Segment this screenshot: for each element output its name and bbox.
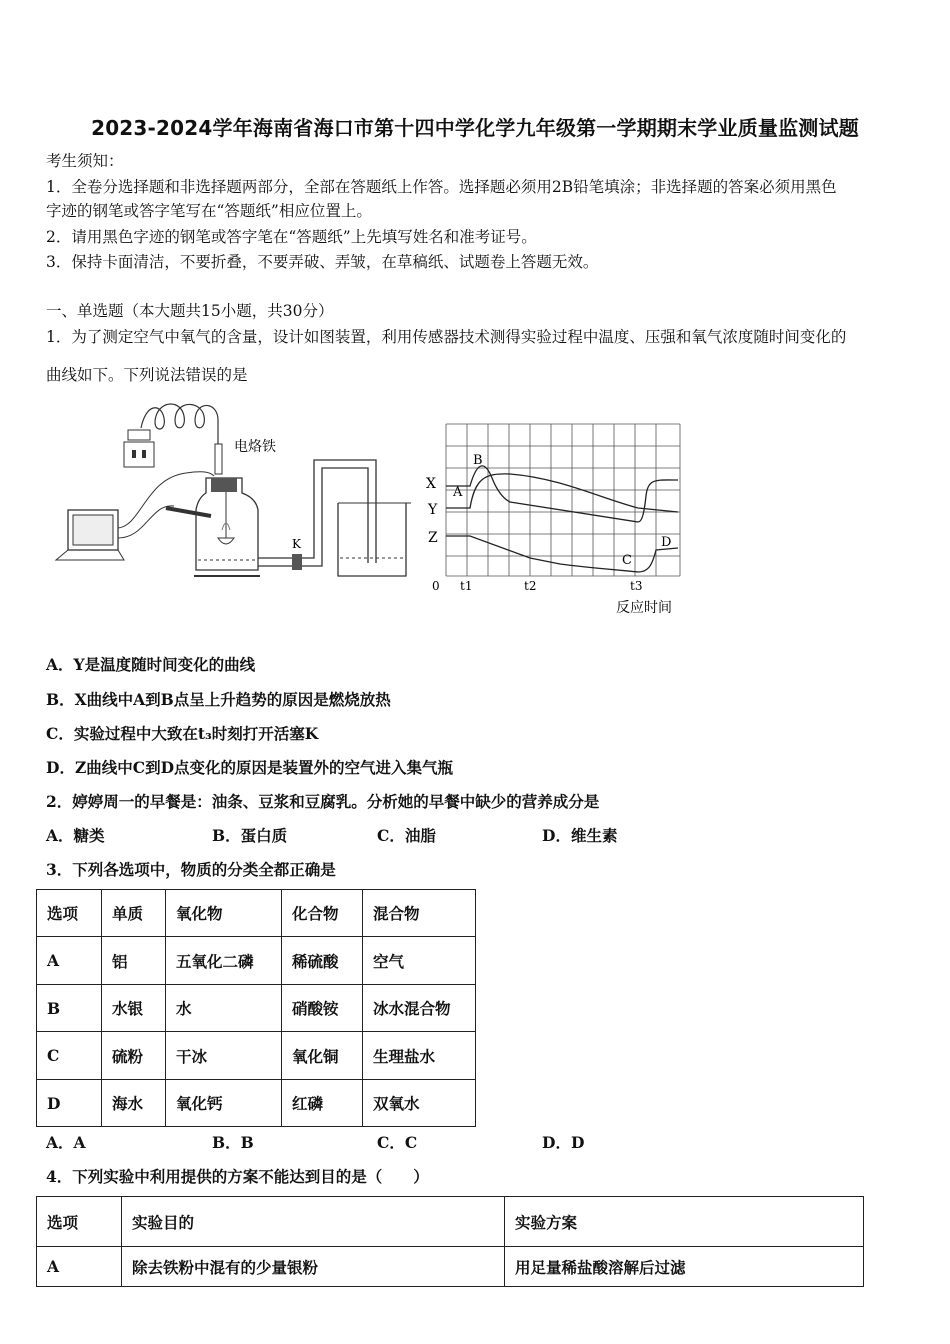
socket: [124, 442, 154, 467]
apparatus-figure: [46, 398, 446, 588]
valve: [292, 554, 302, 570]
curve-x: [446, 466, 678, 522]
table-cell: B: [37, 985, 102, 1032]
table-cell: 空气: [363, 937, 476, 985]
q1-option-a: A．Y是温度随时间变化的曲线: [46, 655, 256, 674]
notice-item: 2．请用黑色字迹的钢笔或答字笔在“答题纸”上先填写姓名和准考证号。: [46, 228, 537, 246]
beaker: [338, 503, 406, 576]
soldering-iron-label: 电烙铁: [234, 439, 276, 455]
table-cell: D: [37, 1080, 102, 1127]
label-b: B: [473, 453, 483, 468]
q3-option-b: B．B: [212, 1133, 254, 1152]
table-cell: 硝酸铵: [282, 985, 363, 1032]
table-row: [37, 985, 476, 1032]
q1-option-d: D．Z曲线中C到D点变化的原因是装置外的空气进入集气瓶: [46, 758, 454, 777]
plug: [128, 430, 150, 440]
table-cell: 海水: [102, 1080, 166, 1127]
q1-option-c: C．实验过程中大致在t₃时刻打开活塞K: [46, 724, 319, 743]
label-y: Y: [428, 502, 438, 518]
q2-option-d: D．维生素: [542, 826, 618, 845]
table-cell: 干冰: [166, 1032, 282, 1080]
curve-y: [446, 474, 678, 512]
label-origin: 0: [432, 579, 440, 593]
table-cell: 除去铁粉中混有的少量银粉: [122, 1247, 505, 1287]
axis-label: 反应时间: [616, 600, 672, 616]
label-t2: t2: [524, 579, 537, 593]
table-cell: 氧化铜: [282, 1032, 363, 1080]
table-cell: 硫粉: [102, 1032, 166, 1080]
table-row: [37, 937, 476, 985]
q2-option-c: C．油脂: [377, 826, 436, 845]
table-cell: A: [37, 937, 102, 985]
table-cell: 稀硫酸: [282, 937, 363, 985]
table-header-row: [37, 1197, 864, 1247]
soldering-iron: [215, 444, 222, 474]
valve-label: K: [292, 537, 301, 551]
sensor-graph: [420, 418, 700, 628]
table-header-cell: 氧化物: [166, 890, 282, 937]
label-d: D: [661, 535, 672, 550]
table-row: [37, 1032, 476, 1080]
table-cell: 铝: [102, 937, 166, 985]
label-t3: t3: [630, 579, 643, 593]
label-z: Z: [428, 530, 438, 546]
table-header-cell: 实验目的: [122, 1197, 505, 1247]
q3-option-d: D．D: [542, 1133, 585, 1152]
table-cell: 水: [166, 985, 282, 1032]
table-cell: 冰水混合物: [363, 985, 476, 1032]
q3-table: [36, 889, 476, 1127]
table-cell: 红磷: [282, 1080, 363, 1127]
section-heading: 一、单选题（本大题共15小题，共30分）: [46, 302, 334, 320]
table-cell: 生理盐水: [363, 1032, 476, 1080]
notice-item: 字迹的钢笔或答字笔写在“答题纸”相应位置上。: [46, 202, 372, 220]
table-row: [37, 1080, 476, 1127]
notice-item: 1．全卷分选择题和非选择题两部分，全部在答题纸上作答。选择题必须用2B铅笔填涂；非选择题的答案必须用黑色: [46, 178, 837, 196]
q2-option-a: A．糖类: [46, 826, 105, 845]
q3-stem: 3．下列各选项中，物质的分类全都正确是: [46, 860, 336, 879]
table-header-cell: 混合物: [363, 890, 476, 937]
label-a: A: [453, 485, 463, 500]
table-cell: 五氧化二磷: [166, 937, 282, 985]
table-header-cell: 化合物: [282, 890, 363, 937]
label-x: X: [426, 476, 436, 492]
q4-stem: 4．下列实验中利用提供的方案不能达到目的是（ ）: [46, 1167, 429, 1186]
table-header-cell: 单质: [102, 890, 166, 937]
notice-item: 3．保持卡面清洁，不要折叠，不要弄破、弄皱，在草稿纸、试题卷上答题无效。: [46, 253, 599, 271]
table-cell: 双氧水: [363, 1080, 476, 1127]
q3-option-c: C．C: [377, 1133, 418, 1152]
table-cell: A: [37, 1247, 122, 1287]
table-row: [37, 1247, 864, 1287]
table-header-row: [37, 890, 476, 937]
table-header-cell: 选项: [37, 1197, 122, 1247]
table-header-cell: 选项: [37, 890, 102, 937]
sensor-probe: [166, 508, 211, 516]
wire: [141, 404, 218, 444]
q1-stem: 1．为了测定空气中氧气的含量，设计如图装置，利用传感器技术测得实验过程中温度、压强和氧气浓度随时间变化的: [46, 328, 847, 346]
table-cell: 用足量稀盐酸溶解后过滤: [505, 1247, 864, 1287]
table-cell: 水银: [102, 985, 166, 1032]
q2-stem: 2．婷婷周一的早餐是：油条、豆浆和豆腐乳。分析她的早餐中缺少的营养成分是: [46, 792, 600, 811]
table-cell: 氧化钙: [166, 1080, 282, 1127]
q1-option-b: B．X曲线中A到B点呈上升趋势的原因是燃烧放热: [46, 690, 391, 709]
table-cell: C: [37, 1032, 102, 1080]
q1-stem-cont: 曲线如下。下列说法错误的是: [46, 366, 248, 384]
curve-z: [446, 536, 678, 572]
page-title: 2023-2024学年海南省海口市第十四中学化学九年级第一学期期末学业质量监测试题: [91, 116, 859, 140]
label-c: C: [622, 553, 632, 568]
q3-option-a: A．A: [46, 1133, 86, 1152]
q4-table: [36, 1196, 864, 1287]
glass-tube: [258, 460, 376, 563]
label-t1: t1: [460, 579, 473, 593]
table-header-cell: 实验方案: [505, 1197, 864, 1247]
q2-option-b: B．蛋白质: [212, 826, 288, 845]
notice-heading: 考生须知：: [46, 152, 124, 170]
stopper: [211, 478, 237, 492]
